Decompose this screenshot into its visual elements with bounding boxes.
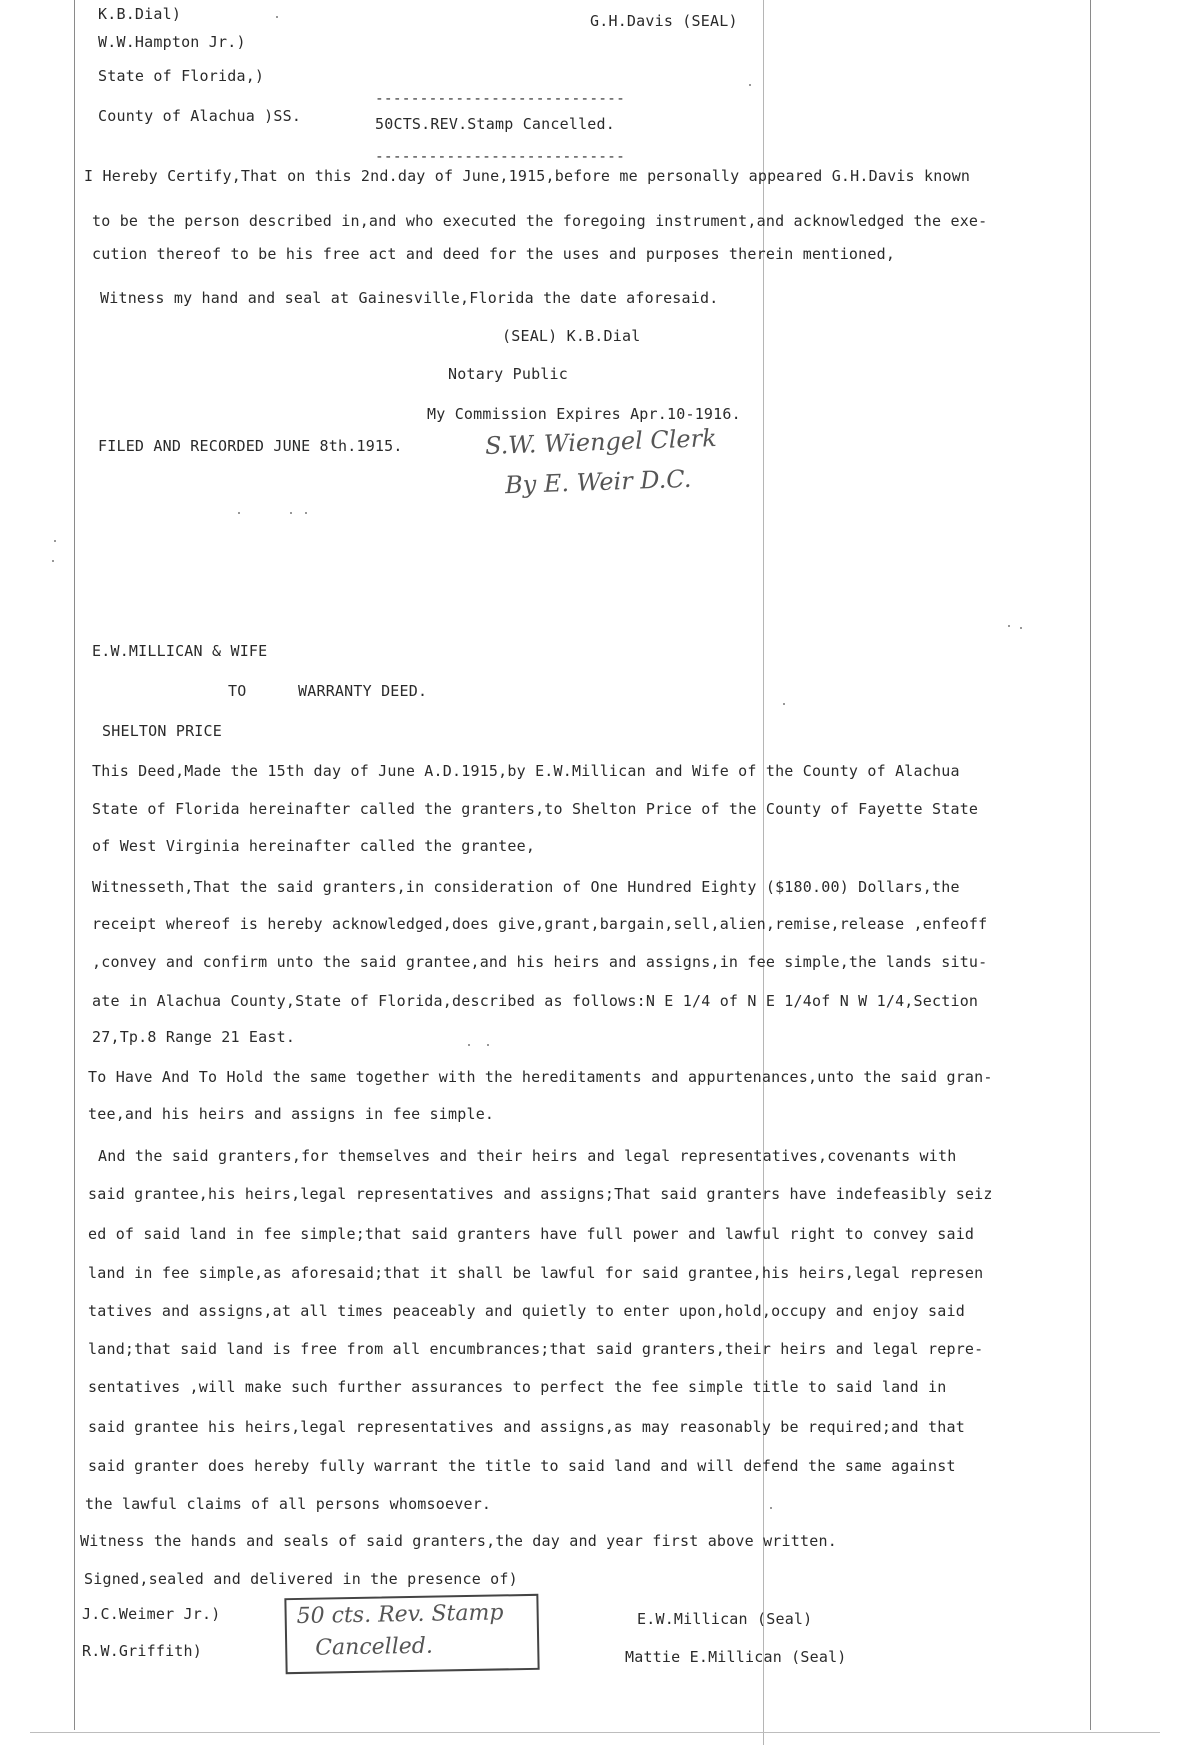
page-bottom-edge [30,1732,1160,1733]
deed-body-line: tatives and assigns,at all times peaceably and quietly to enter upon,hold,occupy and enjoy said [88,1302,965,1320]
commission-expiry: My Commission Expires Apr.10-1916. [427,405,741,423]
witness-griffith: R.W.Griffith) [82,1642,202,1660]
state-line: State of Florida,) [98,67,265,85]
scan-speck [1008,625,1010,627]
scan-speck [52,560,54,562]
right-margin-rule [1090,0,1091,1730]
deed-body-line: State of Florida hereinafter called the granters,to Shelton Price of the County of Fayette State [92,800,979,818]
revenue-stamp-box [284,1594,539,1674]
deed-party-from: E.W.MILLICAN & WIFE [92,642,268,660]
deed-body-line: sentatives ,will make such further assurances to perfect the fee simple title to said land in [88,1378,947,1396]
left-margin-rule [74,0,75,1730]
witness-weimer: J.C.Weimer Jr.) [82,1605,221,1623]
scan-speck [749,84,751,86]
certificate-line: Witness my hand and seal at Gainesville,Florida the date aforesaid. [100,289,719,307]
deed-party-to: SHELTON PRICE [102,722,222,740]
certificate-line: I Hereby Certify,That on this 2nd.day of June,1915,before me personally appeared G.H.Davis known [84,167,971,185]
deed-body-line: Witnesseth,That the said granters,in consideration of One Hundred Eighty ($180.00) Dollars,the [92,878,960,896]
clerk-signature: S.W. Wiengel Clerk [484,423,718,461]
notary-title: Notary Public [448,365,568,383]
deed-body-line: To Have And To Hold the same together with the hereditaments and appurtenances,unto the said gran- [88,1068,993,1086]
deed-body-line: said grantee,his heirs,legal representatives and assigns;That said granters have indefeasibly seiz [88,1185,993,1203]
certificate-line: cution thereof to be his free act and deed for the uses and purposes therein mentioned, [92,245,896,263]
scan-speck [487,1044,489,1046]
deputy-clerk-signature: By E. Weir D.C. [504,464,692,500]
deed-body-line: said grantee his heirs,legal representatives and assigns,as may reasonably be required;and that [88,1418,965,1436]
dashes-bottom: ---------------------------- [375,149,626,165]
scan-speck [783,703,785,705]
grantor-signature-2: Mattie E.Millican (Seal) [625,1648,847,1666]
deed-body-line: Signed,sealed and delivered in the presence of) [84,1570,518,1588]
deed-body-line: This Deed,Made the 15th day of June A.D.1915,by E.W.Millican and Wife of the County of Alachua [92,762,960,780]
revenue-stamp-line: 50CTS.REV.Stamp Cancelled. [375,115,615,133]
deed-to: TO [228,682,247,700]
dashes-top: ---------------------------- [375,91,626,107]
stamp-note-line-1: 50 cts. Rev. Stamp [296,1600,504,1630]
signature-dial: K.B.Dial) [98,5,182,23]
deed-body-line: ate in Alachua County,State of Florida,described as follows:N E 1/4 of N E 1/4of N W 1/4,Section [92,992,979,1010]
deed-body-line: Witness the hands and seals of said granters,the day and year first above written. [80,1532,837,1550]
deed-body-line: of West Virginia hereinafter called the grantee, [92,837,536,855]
deed-body-line: the lawful claims of all persons whomsoever. [85,1495,492,1513]
deed-body-line: ,convey and confirm unto the said grantee,and his heirs and assigns,in fee simple,the lands situ- [92,953,988,971]
scan-speck [770,1507,772,1509]
deed-body-line: ed of said land in fee simple;that said granters have full power and lawful right to convey said [88,1225,975,1243]
scan-speck [290,512,292,514]
deed-body-line: tee,and his heirs and assigns in fee simple. [88,1105,495,1123]
deed-body-line: land;that said land is free from all encumbrances;that said granters,their heirs and legal repre- [88,1340,984,1358]
deed-body-line: said granter does hereby fully warrant the title to said land and will defend the same against [88,1457,956,1475]
filed-recorded: FILED AND RECORDED JUNE 8th.1915. [98,437,403,455]
deed-body-line: And the said granters,for themselves and their heirs and legal representatives,covenants with [98,1147,957,1165]
stamp-note-line-2: Cancelled. [315,1633,434,1661]
deed-body-line: 27,Tp.8 Range 21 East. [92,1028,296,1046]
deed-body-line: receipt whereof is hereby acknowledged,does give,grant,bargain,sell,alien,remise,release ,enfeoff [92,915,988,933]
scan-speck [238,512,240,514]
signature-hampton: W.W.Hampton Jr.) [98,33,246,51]
notary-seal-line: (SEAL) K.B.Dial [502,327,641,345]
deed-title: WARRANTY DEED. [298,682,428,700]
scan-speck [276,16,278,18]
scan-speck [468,1044,470,1046]
certificate-line: to be the person described in,and who executed the foregoing instrument,and acknowledged the exe- [92,212,988,230]
scan-speck [1020,627,1022,629]
scan-speck [54,540,56,542]
county-line: County of Alachua )SS. [98,107,302,125]
deed-body-line: land in fee simple,as aforesaid;that it shall be lawful for said grantee,his heirs,legal represen [88,1264,984,1282]
scan-speck [305,512,307,514]
signature-davis: G.H.Davis (SEAL) [590,12,738,30]
grantor-signature-1: E.W.Millican (Seal) [637,1610,813,1628]
